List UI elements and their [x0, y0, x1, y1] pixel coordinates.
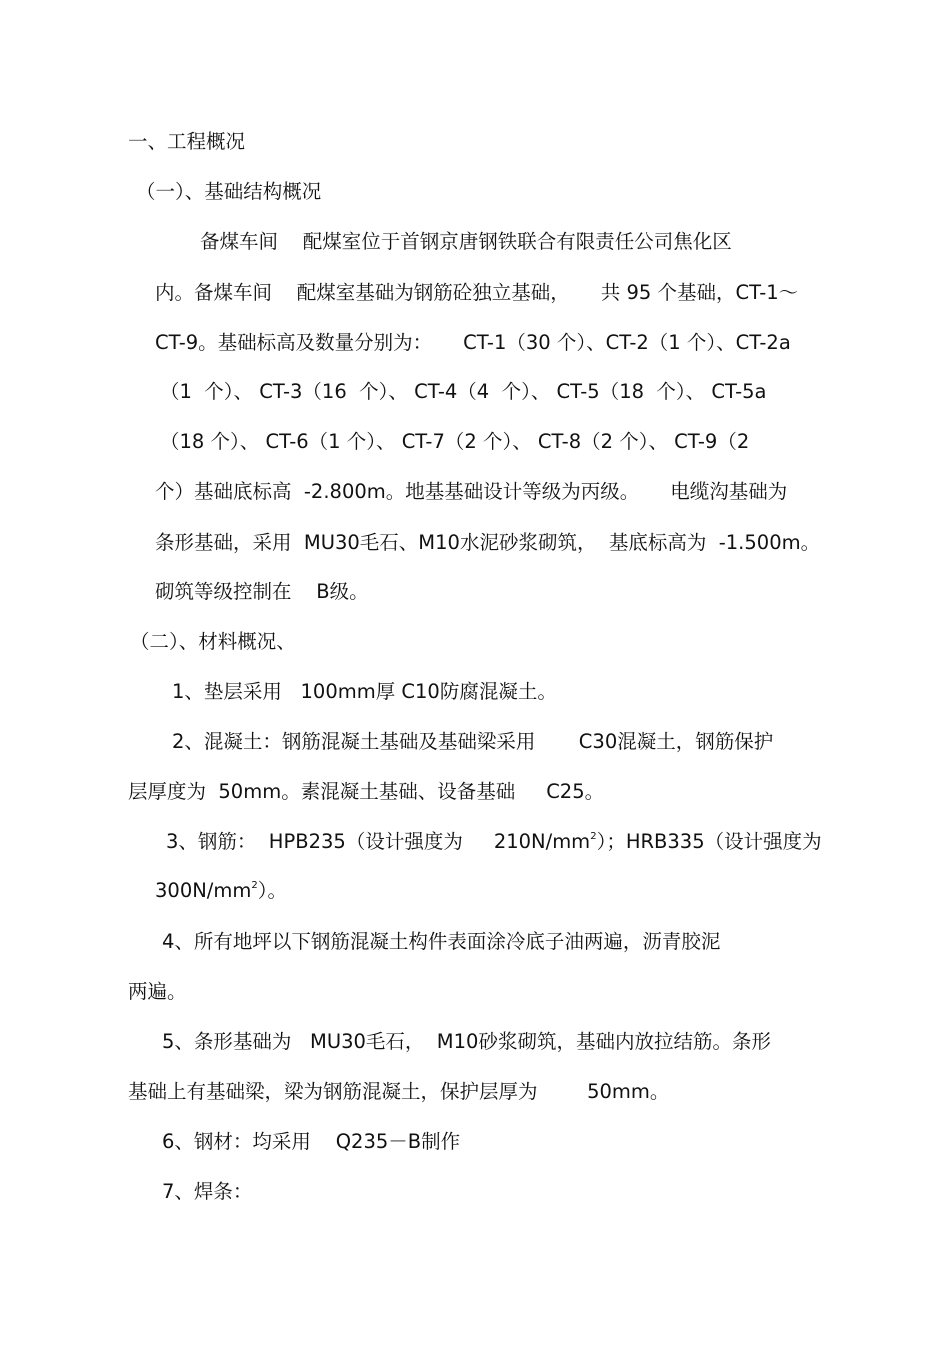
- list-item: 5、条形基础为 MU30毛石， M10砂浆砌筑，基础内放拉结筋。条形: [162, 1030, 771, 1053]
- list-item: 4、所有地坪以下钢筋混凝土构件表面涂冷底子油两遍，沥青胶泥: [162, 930, 721, 953]
- list-item-continuation: [155, 879, 287, 903]
- list-item-text: ）；HRB335（设计强度为: [596, 830, 822, 853]
- superscript: 2: [590, 831, 597, 842]
- paragraph-line: 内。备煤车间 配煤室基础为钢筋砼独立基础， 共 95 个基础，CT-1～: [155, 281, 799, 304]
- list-item: 7、焊条：: [162, 1180, 253, 1203]
- list-item: 2、混凝土：钢筋混凝土基础及基础梁采用 C30混凝土，钢筋保护: [172, 730, 774, 753]
- section-heading: 一、工程概况: [128, 130, 246, 153]
- paragraph-line: （18 个）、 CT-6（1 个）、 CT-7（2 个）、 CT-8（2 个）、 CT-9（2: [160, 430, 750, 453]
- paragraph-line: CT-9。基础标高及数量分别为： CT-1（30 个）、CT-2（1 个）、CT-2a: [155, 331, 791, 354]
- list-item-continuation: 层厚度为 50mm。素混凝土基础、设备基础 C25。: [128, 780, 605, 803]
- list-item-text: 300N/mm: [155, 879, 252, 902]
- superscript: 2: [251, 880, 258, 891]
- list-item-text: 3、钢筋： HPB235（设计强度为 210N/mm: [166, 830, 591, 853]
- list-item-text: ）。: [257, 879, 288, 902]
- paragraph-line: 砌筑等级控制在 B级。: [155, 580, 369, 603]
- list-item: 6、钢材：均采用 Q235－B制作: [162, 1130, 461, 1153]
- paragraph-line: 个）基础底标高 -2.800m。地基基础设计等级为丙级。 电缆沟基础为: [155, 480, 788, 503]
- subsection-heading: （二）、材料概况、: [130, 630, 296, 653]
- list-item: 1、垫层采用 100mm厚 C10防腐混凝土。: [172, 680, 557, 703]
- paragraph-line: （1 个）、 CT-3（16 个）、 CT-4（4 个）、 CT-5（18 个）、 CT-5a: [160, 380, 767, 403]
- list-item-continuation: 基础上有基础梁，梁为钢筋混凝土，保护层厚为 50mm。: [128, 1080, 670, 1103]
- list-item-continuation: 两遍。: [128, 980, 187, 1003]
- list-item: [166, 830, 822, 854]
- subsection-heading: （一）、基础结构概况: [136, 180, 322, 203]
- paragraph-line: 条形基础，采用 MU30毛石、M10水泥砂浆砌筑， 基底标高为 -1.500m。: [155, 531, 821, 554]
- paragraph-line: 备煤车间 配煤室位于首钢京唐钢铁联合有限责任公司焦化区: [200, 230, 732, 253]
